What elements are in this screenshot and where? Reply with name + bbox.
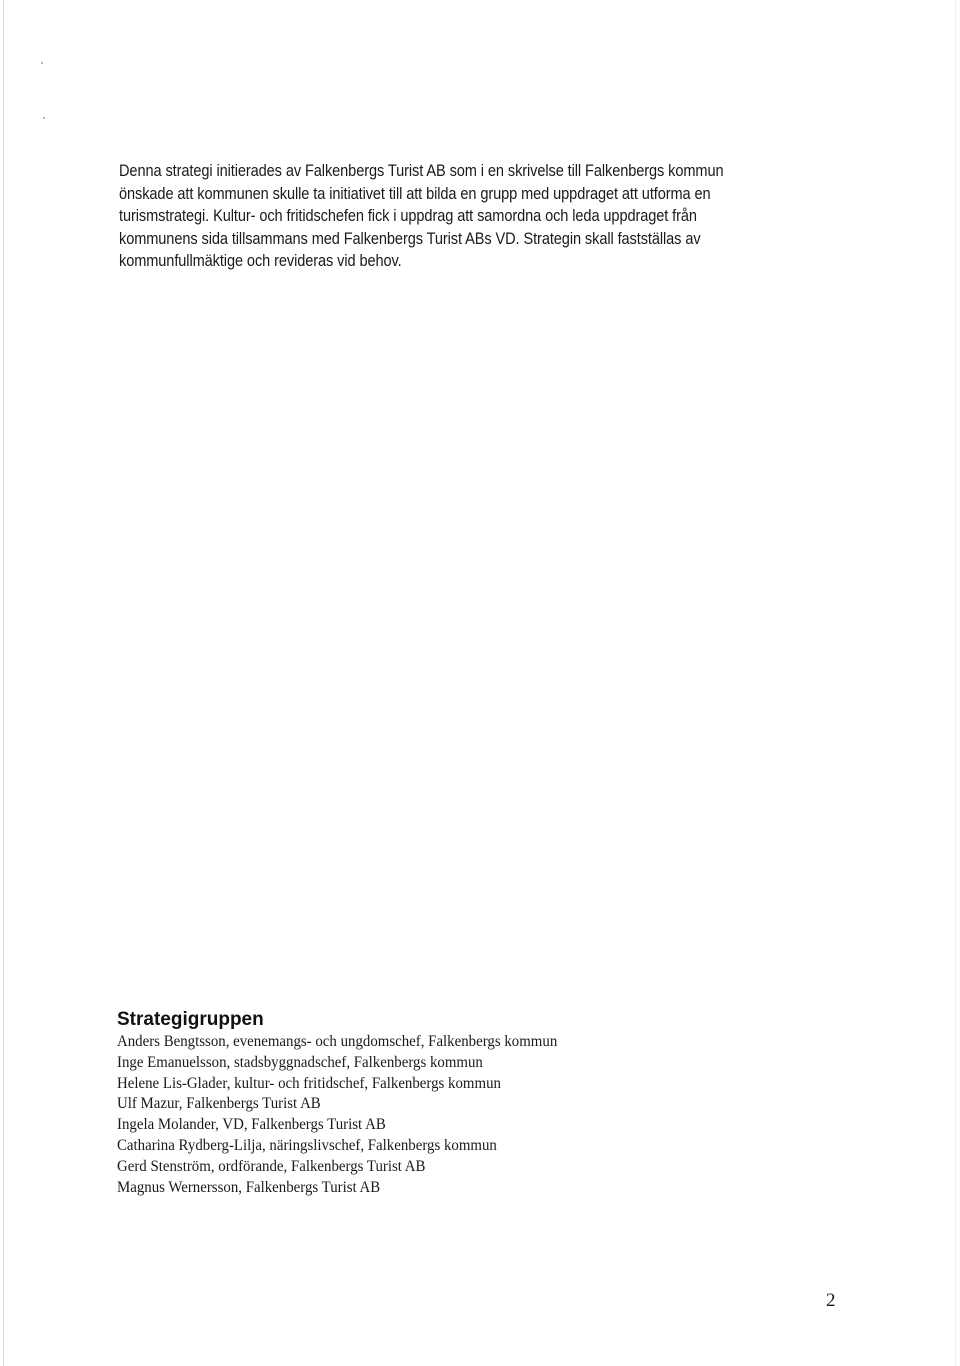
scan-edge-left	[3, 0, 4, 1366]
intro-line: kommunens sida tillsammans med Falkenbergs Turist ABs VD. Strategin skall fastställas av	[119, 229, 701, 248]
intro-line: önskade att kommunen skulle ta initiativet till att bilda en grupp med uppdraget att utforma en	[119, 184, 711, 203]
scan-speck	[41, 62, 43, 64]
intro-paragraph	[119, 160, 749, 273]
member-item: Catharina Rydberg-Lilja, näringslivschef, Falkenbergs kommun	[117, 1136, 497, 1154]
intro-line: Denna strategi initierades av Falkenbergs Turist AB som i en skrivelse till Falkenbergs kommun	[119, 162, 724, 180]
member-item: Magnus Wernersson, Falkenbergs Turist AB	[117, 1178, 381, 1196]
member-item: Gerd Stenström, ordförande, Falkenbergs Turist AB	[117, 1157, 426, 1175]
intro-line: kommunfullmäktige och revideras vid behov.	[119, 252, 402, 271]
member-list	[117, 1032, 557, 1198]
member-item: Helene Lis-Glader, kultur- och fritidschef, Falkenbergs kommun	[117, 1074, 501, 1092]
member-item: Inge Emanuelsson, stadsbyggnadschef, Falkenbergs kommun	[117, 1053, 483, 1071]
section-heading: Strategigruppen	[117, 1009, 264, 1030]
scan-edge-right	[955, 0, 956, 1366]
member-item: Anders Bengtsson, evenemangs- och ungdomschef, Falkenbergs kommun	[117, 1033, 558, 1050]
member-item: Ingela Molander, VD, Falkenbergs Turist AB	[117, 1116, 386, 1134]
member-item: Ulf Mazur, Falkenbergs Turist AB	[117, 1095, 321, 1113]
scan-speck	[43, 117, 45, 119]
page-number: 2	[826, 1290, 836, 1311]
intro-line: turismstrategi. Kultur- och fritidschefen fick i uppdrag att samordna och leda uppdraget från	[119, 207, 697, 226]
